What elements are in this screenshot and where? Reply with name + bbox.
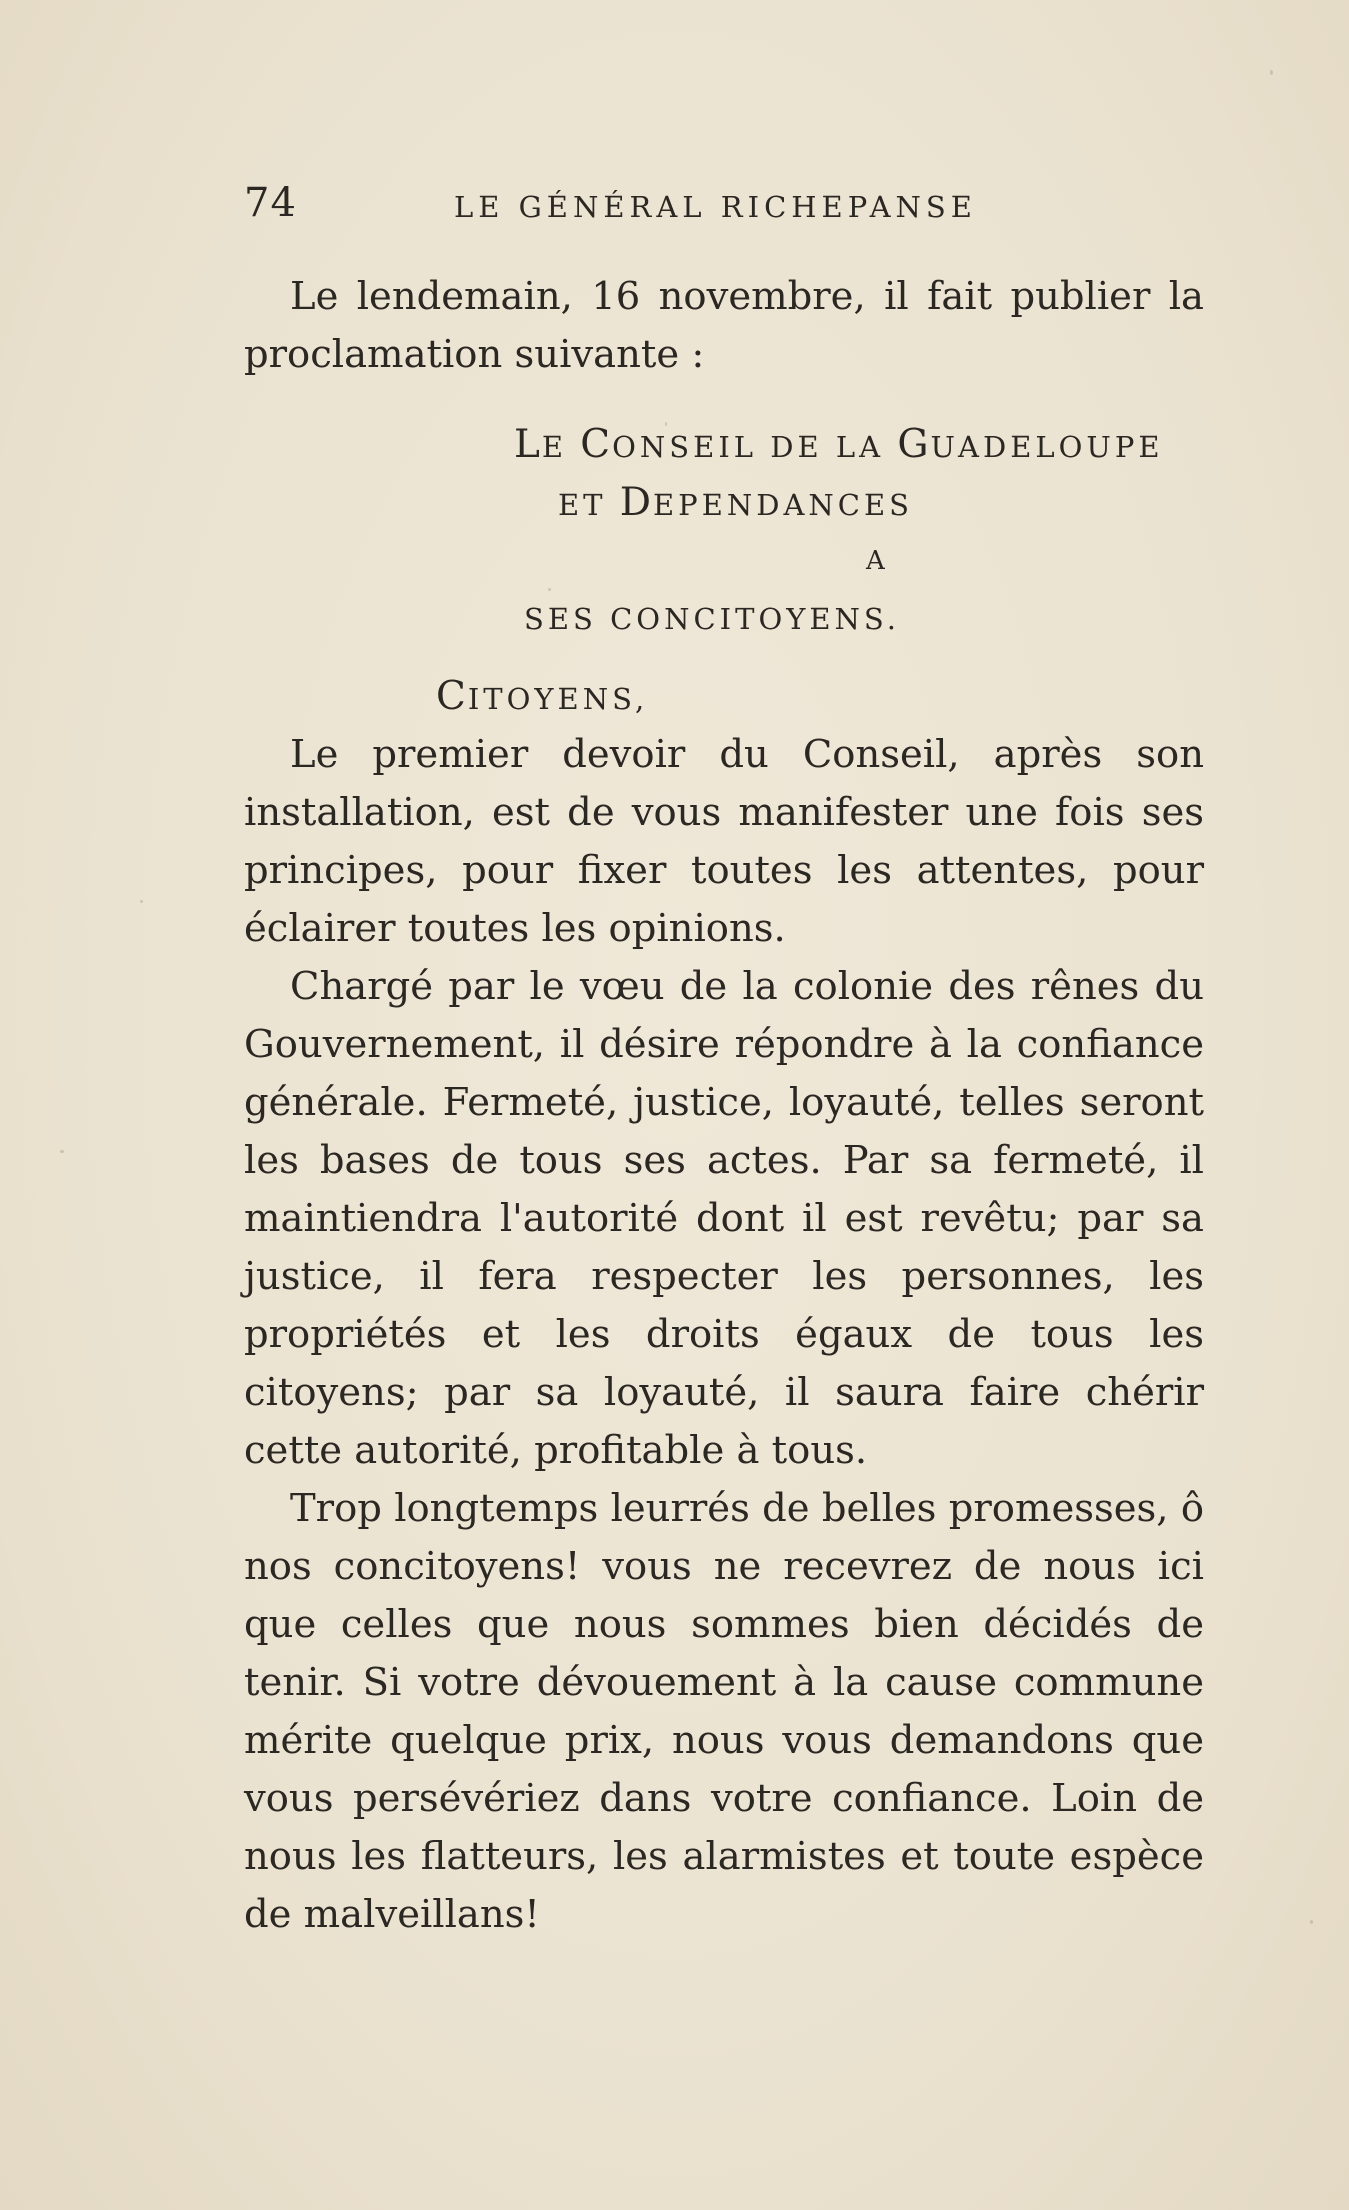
page-header xyxy=(244,180,1204,240)
initial-cap: G xyxy=(897,422,931,467)
proclamation-line-3: A xyxy=(866,546,889,576)
heading-text: EPENDANCES xyxy=(653,488,914,522)
body-text xyxy=(244,268,1204,1944)
heading-text: UADELOUPE xyxy=(930,430,1164,464)
initial-cap: C xyxy=(580,422,613,467)
initial-cap: D xyxy=(619,480,654,525)
initial-cap: C xyxy=(436,674,468,719)
page-number: 74 xyxy=(244,180,297,226)
running-title: LE GÉNÉRAL RICHEPANSE xyxy=(454,190,977,224)
paper-speck xyxy=(60,1150,64,1153)
proclamation-heading xyxy=(244,416,1204,648)
paragraph-1: Le premier devoir du Conseil, après son installation, est de vous manifester une fois ses principes, pour fixer toutes les attentes, pour éclairer toutes les opinions. xyxy=(244,732,1204,951)
paragraph-3: Trop longtemps leurrés de belles promesses, ô nos concitoyens! vous ne recevrez de nous ici que celles que nous sommes bien décidés de tenir. Si votre dévouement à la cause commune mérite quelque prix, nous vous demandons que vous persévériez dans votre confiance. Loin de nous les flatteurs, les alarmistes et toute espèce de malveillans! xyxy=(244,1486,1204,1937)
heading-text: E xyxy=(541,430,581,464)
intro-paragraph: Le lendemain, 16 novembre, il fait publier la proclamation suivante : xyxy=(244,274,1204,377)
proclamation-line-4: SES CONCITOYENS. xyxy=(524,602,900,636)
heading-text: ONSEIL DE LA xyxy=(612,430,898,464)
paper-speck xyxy=(1310,1920,1313,1924)
paragraph-2: Chargé par le vœu de la colonie des rênes du Gouvernement, il désire répondre à la confiance générale. Fermeté, justice, loyauté, telles seront les bases de tous ses actes. Par sa fermeté, il maintiendra l'autorité dont il est revêtu; par sa justice, il fera respecter les personnes, les propriétés et les droits égaux de tous les citoyens; par sa loyauté, il saura faire chérir cette autorité, profitable à tous. xyxy=(244,964,1204,1473)
proclamation-line-2 xyxy=(244,474,1204,532)
initial-cap: L xyxy=(514,422,542,467)
proclamation-line-1 xyxy=(244,416,1204,474)
paper-speck xyxy=(140,900,143,903)
heading-text: ET xyxy=(558,488,620,522)
salutation xyxy=(244,668,1204,726)
salutation-text: ITOYENS, xyxy=(467,682,649,716)
paper-speck xyxy=(1270,70,1273,75)
